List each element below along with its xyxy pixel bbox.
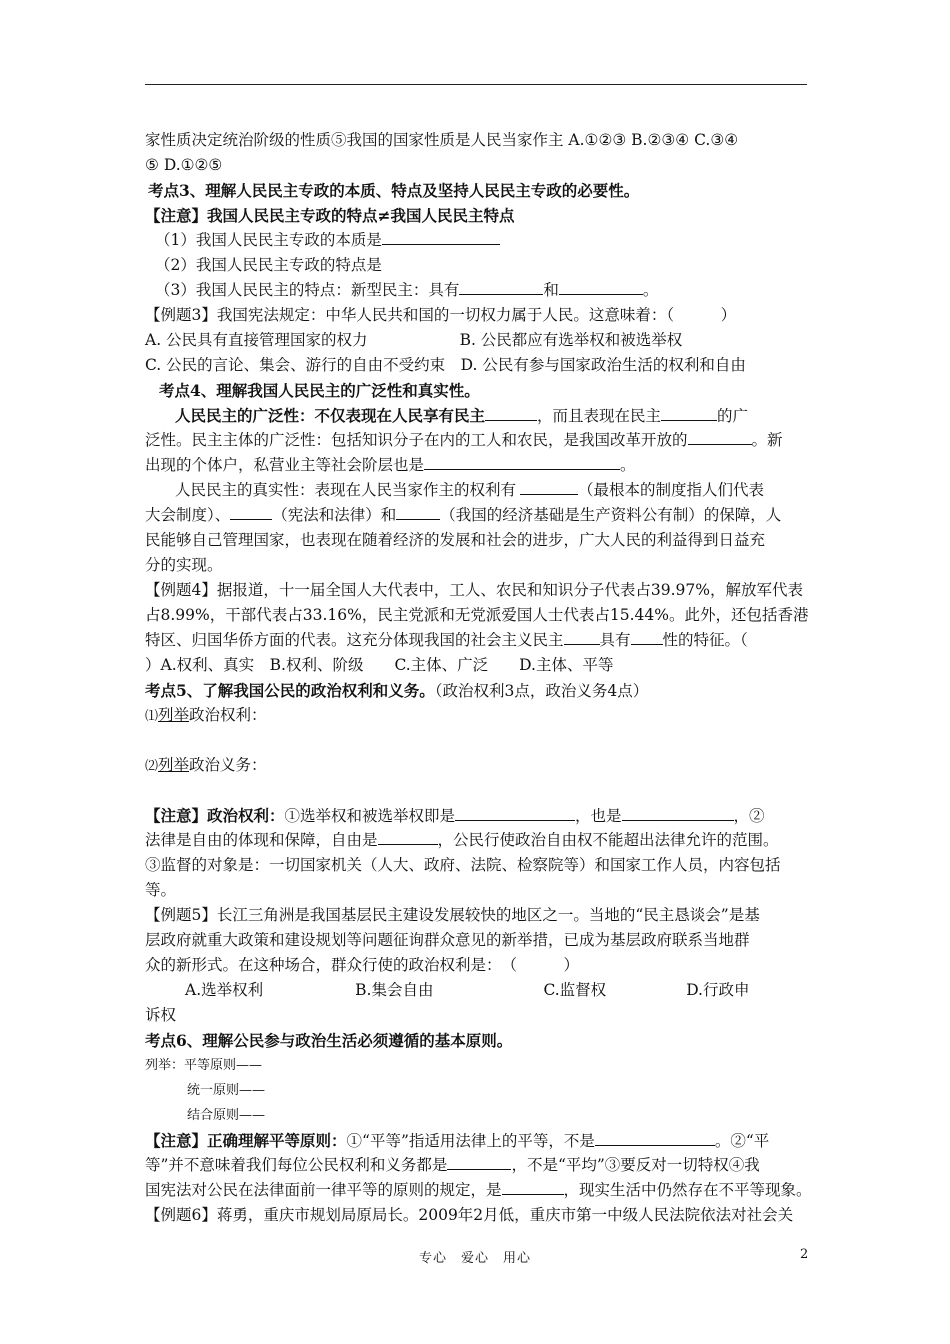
text-span: （3）我国人民民主的特点：新型民主：具有 bbox=[155, 281, 460, 299]
text-span: 等”并不意味着我们每位公民权利和义务都是 bbox=[145, 1156, 448, 1174]
text-span: 人民民主的真实性：表现在人民当家作主的权利有 bbox=[175, 481, 517, 499]
text-span: 的广 bbox=[717, 407, 749, 425]
text-line bbox=[145, 228, 810, 253]
text-span: 大会制度）、 bbox=[145, 506, 231, 524]
fill-blank[interactable] bbox=[520, 478, 578, 495]
text-span: （最根本的制度指人们代表 bbox=[578, 481, 765, 499]
option-c: C.监督权 bbox=[543, 981, 607, 999]
page-number: 2 bbox=[800, 1247, 809, 1262]
text-line bbox=[145, 753, 810, 778]
text-span: 列举 bbox=[158, 756, 190, 774]
text-line bbox=[145, 803, 810, 828]
text-span: ⑴ bbox=[145, 709, 159, 724]
fill-blank[interactable] bbox=[455, 804, 575, 821]
text-line: 诉权 bbox=[145, 1006, 177, 1024]
text-span: ①“平等”指适用法律上的平等，不是 bbox=[346, 1132, 595, 1150]
text-span: 出现的个体户，私营业主等社会阶层也是 bbox=[145, 456, 425, 474]
text-line bbox=[145, 478, 810, 503]
text-span: 政治义务： bbox=[189, 756, 267, 774]
text-span: ，现实生活中仍然存在不平等现象。 bbox=[563, 1181, 812, 1199]
fill-blank[interactable] bbox=[502, 1178, 564, 1195]
fill-blank[interactable] bbox=[424, 453, 620, 470]
text-line bbox=[145, 1178, 810, 1203]
text-span: ，而且表现在民主 bbox=[537, 407, 662, 425]
fill-blank[interactable] bbox=[564, 628, 600, 645]
header-rule bbox=[145, 84, 807, 85]
text-line bbox=[145, 403, 810, 428]
note-heading: 【注意】我国人民民主专政的特点≠我国人民民主特点 bbox=[145, 206, 515, 225]
example-question: 【例题4】据报道，十一届全国人大代表中，工人、农民和知识分子代表占39.97%，解放军代表 bbox=[145, 581, 803, 599]
text-span: ，公民行使政治自由权不能超出法律允许的范围。 bbox=[437, 831, 779, 849]
text-line bbox=[145, 628, 810, 653]
text-span: 【注意】正确理解平等原则： bbox=[145, 1131, 347, 1150]
fill-blank[interactable] bbox=[485, 404, 537, 421]
example-question: 【例题6】蒋勇，重庆市规划局原局长。2009年2月低，重庆市第一中级人民法院依法对社会关 bbox=[145, 1206, 794, 1224]
text-line: 民能够自己管理国家，也表现在随着经济的发展和社会的进步，广大人民的利益得到日益充 bbox=[145, 531, 766, 549]
text-span: 。 bbox=[620, 456, 636, 474]
fill-blank[interactable] bbox=[447, 1153, 511, 1170]
document-body bbox=[145, 128, 810, 1228]
text-line: （2）我国人民民主专政的特点是 bbox=[155, 256, 382, 274]
page-footer: 专心 爱心 用心 bbox=[418, 1251, 531, 1266]
fill-blank[interactable] bbox=[382, 228, 500, 245]
list-item: 结合原则—— bbox=[187, 1108, 266, 1123]
text-span: ，② bbox=[733, 807, 765, 825]
text-span: （1）我国人民民主专政的本质是 bbox=[155, 231, 382, 249]
example-question: 【例题3】我国宪法规定：中华人民共和国的一切权力属于人民。这意味着：（ ） bbox=[145, 306, 737, 324]
answer-options bbox=[145, 328, 810, 353]
text-span: ①选举权和被选举权即是 bbox=[284, 807, 456, 825]
text-span: （宪法和法律）和 bbox=[272, 506, 397, 524]
text-span: 政治权利： bbox=[189, 706, 267, 724]
section-heading bbox=[145, 678, 810, 703]
text-span: （我国的经济基础是生产资料公有制）的保障，人 bbox=[440, 506, 782, 524]
text-span: 性的特征。（ bbox=[662, 631, 748, 649]
option-a: A.选举权利 bbox=[185, 981, 264, 999]
text-span: ⑵ bbox=[145, 759, 159, 774]
fill-blank[interactable] bbox=[631, 628, 663, 645]
text-span: 国宪法对公民在法律面前一律平等的原则的规定，是 bbox=[145, 1181, 502, 1199]
text-span: ，不是“平均”③要反对一切特权④我 bbox=[511, 1156, 760, 1174]
text-span: 法律是自由的体现和保障，自由是 bbox=[145, 831, 378, 849]
fill-blank[interactable] bbox=[595, 1129, 715, 1146]
text-line: 众的新形式。在这种场合，群众行使的政治权利是： （ ） bbox=[145, 956, 580, 974]
text-line: 分的实现。 bbox=[145, 556, 223, 574]
text-span: 人民民主的广泛性：不仅表现在人民享有民主 bbox=[175, 406, 486, 425]
text-line bbox=[145, 453, 810, 478]
text-line: ③监督的对象是：一切国家机关（人大、政府、法院、检察院等）和国家工作人员，内容包括 bbox=[145, 856, 781, 874]
text-span: 特区、归国华侨方面的代表。这充分体现我国的社会主义民主 bbox=[145, 631, 564, 649]
text-line: 家性质决定统治阶级的性质⑤我国的国家性质是人民当家作主 A.①②③ B.②③④ C.③④ bbox=[145, 131, 739, 149]
fill-blank[interactable] bbox=[459, 278, 543, 295]
text-span: 考点5、了解我国公民的政治权利和义务。 bbox=[145, 681, 435, 700]
text-line: ⑤ D.①②⑤ bbox=[145, 156, 223, 174]
text-line bbox=[145, 1153, 810, 1178]
text-line bbox=[145, 428, 810, 453]
text-span: 具有 bbox=[599, 631, 631, 649]
text-span: 。②“平 bbox=[714, 1132, 770, 1150]
text-span: 泛性。民主主体的广泛性：包括知识分子在内的工人和农民，是我国改革开放的 bbox=[145, 431, 688, 449]
list-item: 列举：平等原则—— bbox=[145, 1058, 263, 1073]
option-a: A. 公民具有直接管理国家的权力 bbox=[145, 331, 368, 349]
text-span: （政治权利3点，政治义务4点） bbox=[434, 682, 649, 700]
fill-blank[interactable] bbox=[661, 404, 717, 421]
fill-blank[interactable] bbox=[559, 278, 643, 295]
text-line: 层政府就重大政策和建设规划等问题征询群众意见的新举措，已成为基层政府联系当地群 bbox=[145, 931, 750, 949]
section-heading: 考点4、理解我国人民民主的广泛性和真实性。 bbox=[159, 381, 480, 400]
text-line bbox=[145, 703, 810, 728]
option-b: B. 公民都应有选举权和被选举权 bbox=[459, 331, 683, 349]
text-line bbox=[145, 1128, 810, 1153]
section-heading: 考点6、理解公民参与政治生活必须遵循的基本原则。 bbox=[145, 1031, 513, 1050]
option-d: D.行政申 bbox=[686, 981, 750, 999]
fill-blank[interactable] bbox=[396, 503, 440, 520]
text-span: 。 bbox=[642, 281, 659, 299]
answer-options: C. 公民的言论、集会、游行的自由不受约束 D. 公民有参与国家政治生活的权利和自由 bbox=[145, 356, 746, 374]
text-span: 【注意】政治权利： bbox=[145, 806, 285, 825]
text-span: ，也是 bbox=[575, 807, 622, 825]
fill-blank[interactable] bbox=[622, 804, 734, 821]
text-span: 列举 bbox=[158, 706, 190, 724]
text-line: 等。 bbox=[145, 881, 177, 899]
fill-blank[interactable] bbox=[378, 828, 438, 845]
fill-blank[interactable] bbox=[688, 428, 752, 445]
text-line bbox=[145, 503, 810, 528]
fill-blank[interactable] bbox=[230, 503, 272, 520]
text-line bbox=[145, 828, 810, 853]
text-span: 和 bbox=[543, 281, 559, 299]
text-line bbox=[145, 278, 810, 303]
example-question: 【例题5】长江三角洲是我国基层民主建设发展较快的地区之一。当地的“民主恳谈会”是基 bbox=[145, 906, 760, 924]
text-line: 占8.99%，干部代表占33.16%，民主党派和无党派爱国人士代表占15.44%。此外，还包括香港 bbox=[145, 606, 809, 624]
option-b: B.集会自由 bbox=[355, 981, 434, 999]
section-heading: 考点3、理解人民民主专政的本质、特点及坚持人民民主专政的必要性。 bbox=[148, 181, 640, 200]
list-item: 统一原则—— bbox=[187, 1083, 266, 1098]
answer-options bbox=[145, 978, 810, 1003]
answer-options: ）A.权利、真实 B.权利、阶级 C.主体、广泛 D.主体、平等 bbox=[145, 656, 614, 674]
text-span: 。新 bbox=[751, 431, 783, 449]
